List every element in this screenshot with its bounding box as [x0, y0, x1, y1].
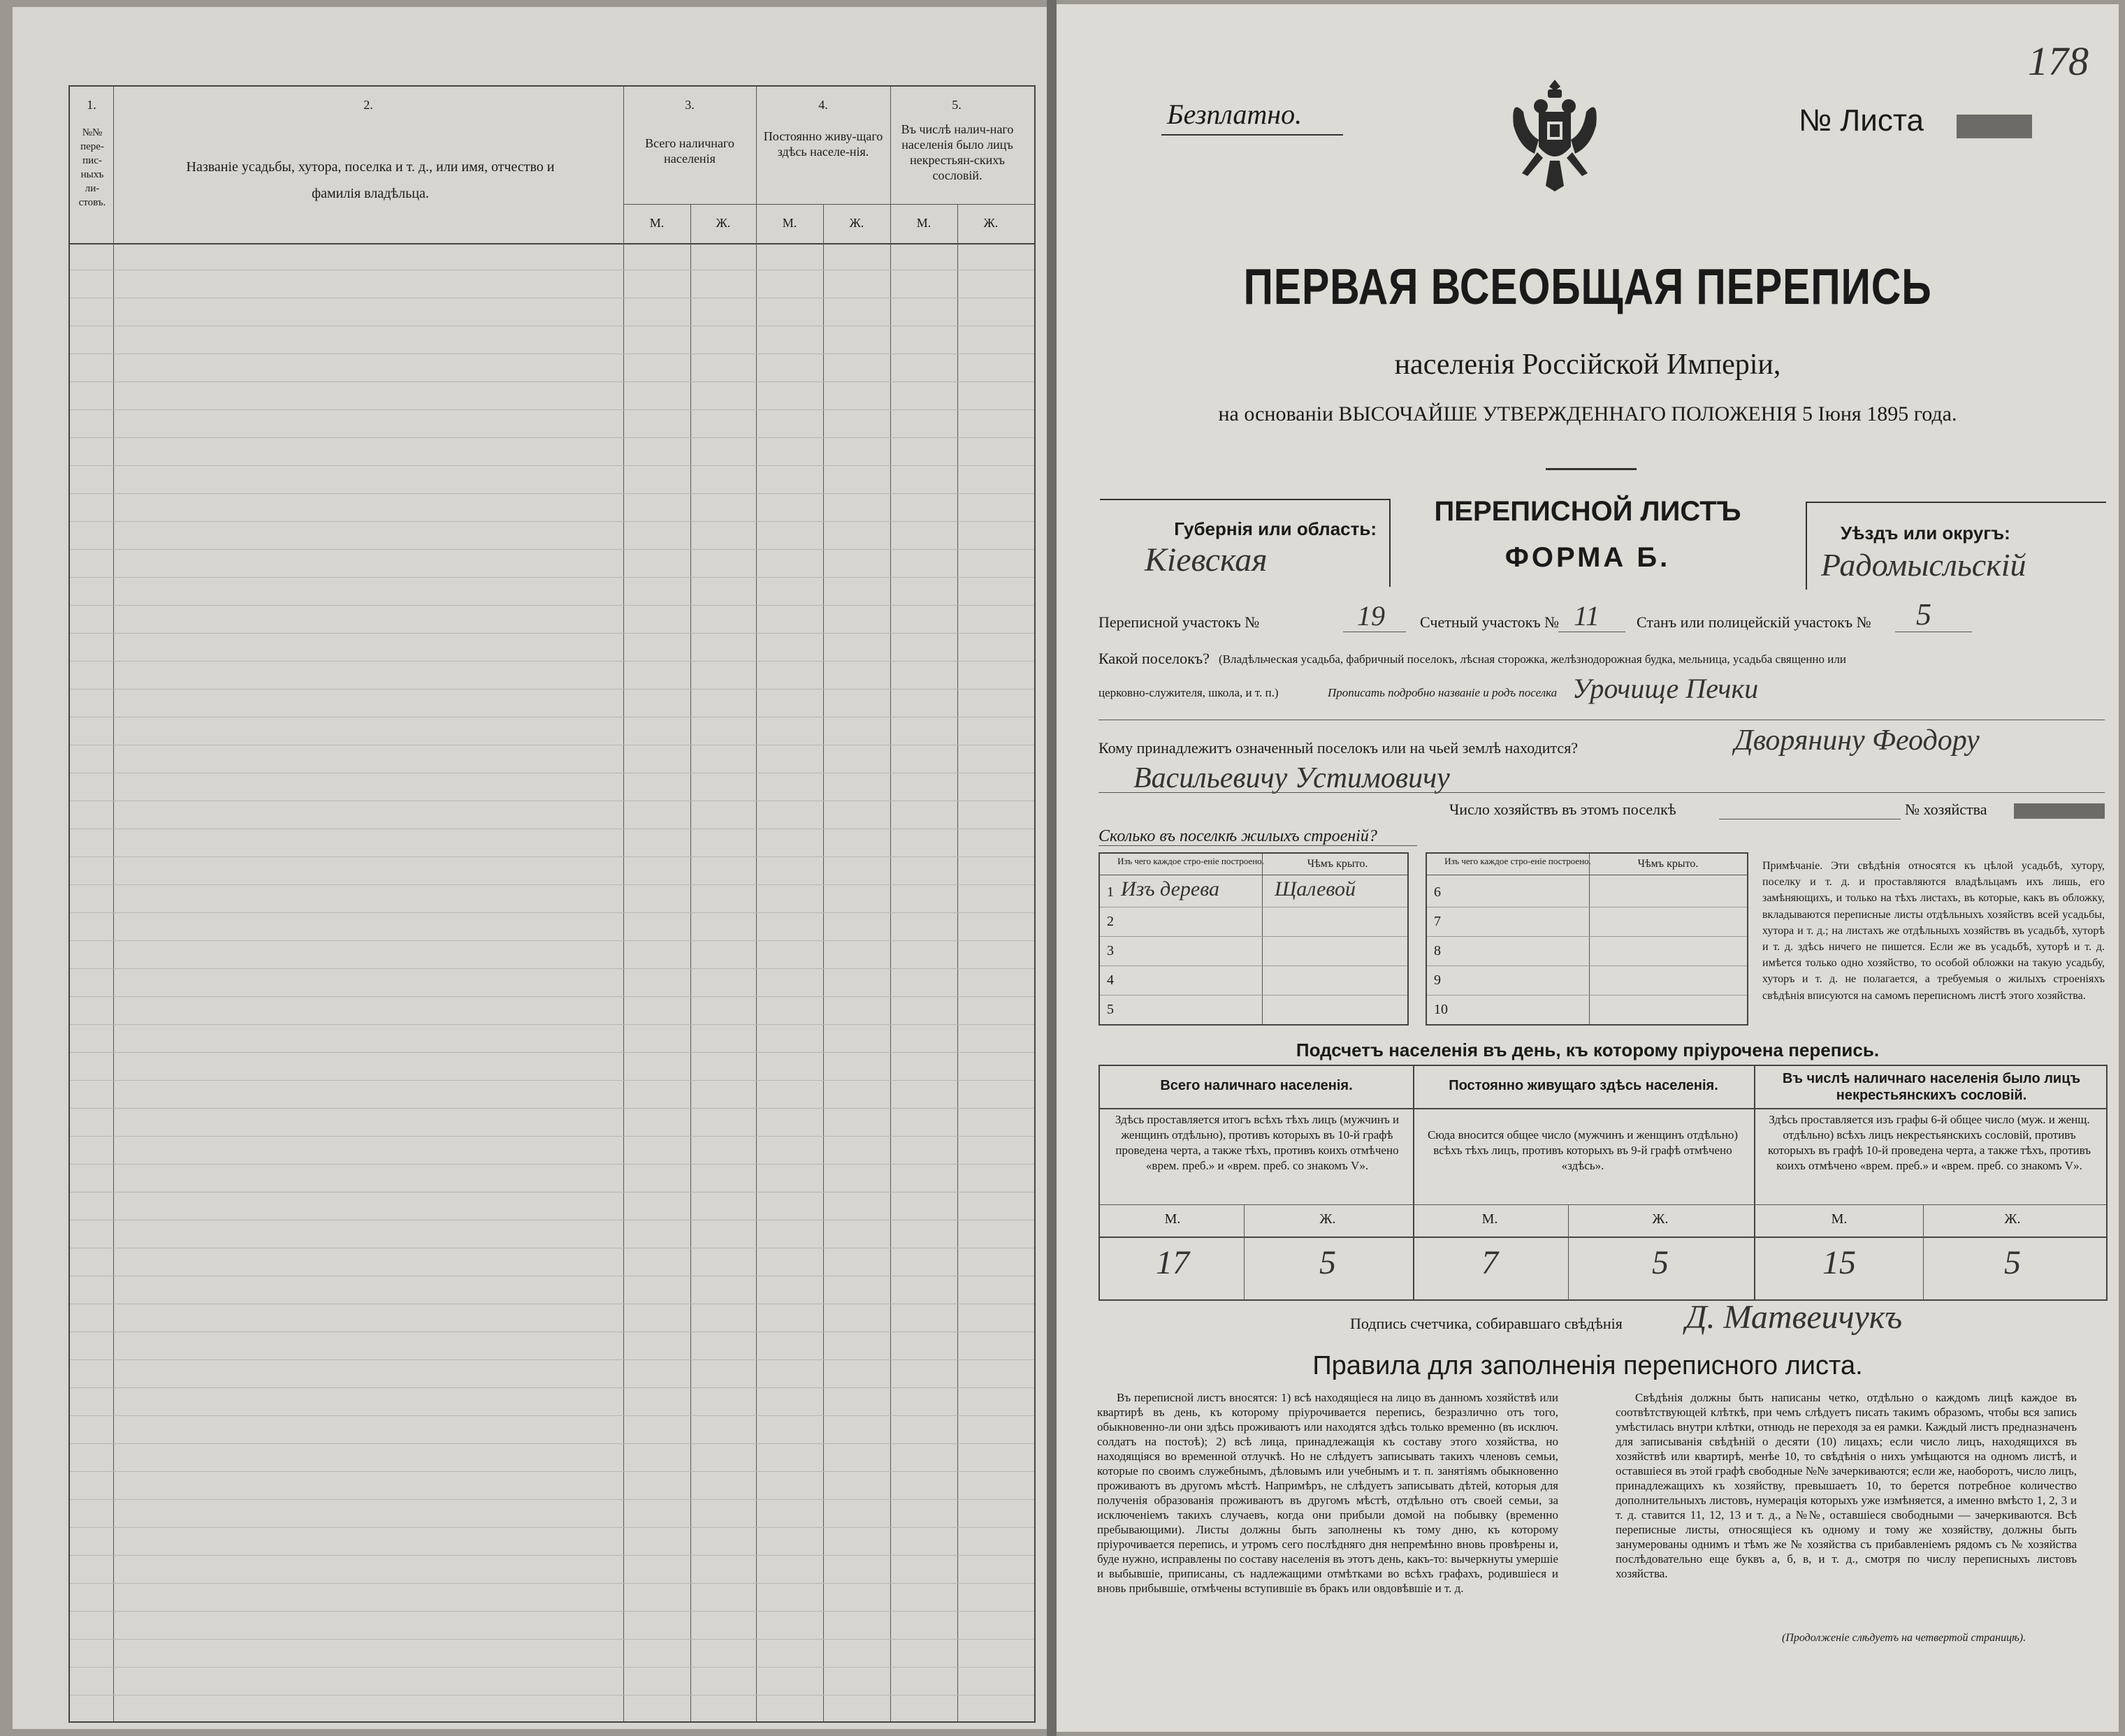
kakoy-label: Какой поселокъ? — [1098, 650, 1210, 667]
population-count-table — [1098, 1065, 2108, 1301]
ledger-ruled-line — [70, 409, 1034, 410]
col-divider — [890, 87, 891, 1721]
ledger-ruled-line — [70, 661, 1034, 662]
building-row — [1100, 936, 1407, 966]
non-peasant-male-value: 15 — [1822, 1244, 1856, 1281]
ledger-ruled-line — [70, 1667, 1034, 1668]
total-female-value: 5 — [1319, 1244, 1336, 1281]
building-row — [1100, 965, 1407, 995]
ledger-ruled-line — [70, 381, 1034, 382]
col-divider — [756, 87, 757, 1721]
building-row — [1427, 936, 1747, 966]
col2-label: Названіе усадьбы, хутора, поселка и т. д., или имя, отчество и фамилія владѣльца. — [186, 159, 555, 201]
stan-value: 5 — [1916, 597, 1931, 632]
buildings-note: Примѣчаніе. Эти свѣдѣнія относятся къ цѣлой усадьбѣ, хутору, поселку и т. д. и проставляются владѣльцамъ ихъ лишь, его замѣняющихъ, и только на тѣхъ листахъ, въ которые, какъ въ обложку, вкладываются переписные листы отдѣльныхъ хозяйствъ всей усадьбы, хутора и т. д.; на листахъ же отдѣльныхъ хозяйствъ въ усадьбѣ, хуторѣ и т. д. здѣсь ничего не пишется. Если же въ усадьбѣ, хуторѣ и т. д. имѣется только одно хозяйство, то особой обложки на такую усадьбу, хуторъ и т. д. не полагается, а требуемыя о жилыхъ строеніяхъ свѣдѣнія вписуются на самомъ переписномъ листѣ этого хозяйства. — [1762, 860, 2105, 1002]
permanent-male-header: М. — [1481, 1211, 1498, 1227]
ledger-ruled-line — [70, 689, 1034, 690]
col-divider — [957, 204, 958, 1721]
ledger-ruled-line — [70, 465, 1034, 466]
book-gutter — [1047, 0, 1057, 1736]
col4-female: Ж. — [849, 216, 864, 230]
right-page — [1057, 4, 2119, 1732]
col5-female: Ж. — [983, 216, 999, 230]
uezd-label: Уѣздъ или округъ: — [1841, 523, 2010, 544]
building-row-number: 7 — [1434, 914, 1441, 929]
ledger-ruled-line — [70, 1639, 1034, 1640]
ledger-ruled-line — [70, 1359, 1034, 1360]
building-row-number: 1 — [1107, 884, 1114, 900]
building-row-number: 4 — [1107, 972, 1114, 988]
col-divider — [1568, 1204, 1569, 1299]
building-row — [1100, 877, 1407, 907]
col2-number: 2. — [363, 98, 373, 112]
free-stamp: Безплатно. — [1167, 99, 1303, 130]
rules-left-column: Въ переписной листъ вносятся: 1) всѣ находящіеся на лицо въ данномъ хозяйствѣ или квартирѣ въ день, къ которому пріурочивается перепись, безразлично отъ того, обыкновенно-ли они здѣсь проживаютъ или находятся здѣсь только временно (въ исключ. солдатъ на постоѣ); 2) всѣ лица, принадлежащія къ составу этого хозяйства, но находящіяся во временной отлучкѣ. Но не слѣдуетъ записывать такихъ членовъ семьи, которые по своимъ служебнымъ, дѣловымъ или учебнымъ и т. п. занятіямъ обыкновенно проживаютъ въ другомъ мѣстѣ. Напримѣръ, не слѣдуетъ записывать дѣтей, которыя для полученія образованія проживаютъ въ другомъ мѣстѣ, отдѣльно отъ своей семьи, за исключеніемъ такихъ случаевъ, когда они прибыли домой на побывку (временно пребывающими). Листы должны быть заполнены къ тому дню, къ которому пріурочивается перепись, и утромъ сего послѣдняго дня непремѣнно вновь провѣрены и, буде нужно, исправлены по составу населенія въ этотъ день, какъ-то: вычеркнуты умершіе и выбывшіе, приписаны, съ надлежащими отмѣтками во всѣхъ графахъ, родившіеся и вновь прибывшіе, отмѣчены вступившіе въ бракъ или овдовѣвшіе и т. д. — [1097, 1391, 1558, 1595]
ledger-ruled-line — [70, 1611, 1034, 1612]
building-row-number: 5 — [1107, 1002, 1114, 1017]
permanent-male-value: 7 — [1481, 1244, 1498, 1281]
permanent-female-value: 5 — [1652, 1244, 1669, 1281]
ledger-ruled-line — [70, 996, 1034, 997]
non-peasant-male-header: М. — [1831, 1211, 1848, 1227]
col3-label: Всего наличнаго населенія — [645, 136, 734, 166]
hoz-number-redaction — [2014, 803, 2105, 819]
hoz-count-label: Число хозяйствъ въ этомъ поселкѣ — [1449, 801, 1676, 818]
ledger-ruled-line — [70, 1387, 1034, 1388]
ledger-ruled-line — [70, 1471, 1034, 1472]
total-population-header: Всего наличнаго населенія. — [1160, 1078, 1353, 1093]
ledger-header — [70, 87, 1034, 245]
building-row — [1427, 995, 1747, 1024]
total-female-header: Ж. — [1319, 1211, 1336, 1227]
building-roof: Щалевой — [1275, 877, 1356, 900]
row-divider — [1100, 1108, 2106, 1109]
col-divider — [623, 87, 624, 1721]
col5-label: Въ числѣ налич-наго населенія было лицъ некрестьян-скихъ сословій. — [901, 122, 1014, 182]
permanent-population-header: Постоянно живущаго здѣсь населенія. — [1449, 1078, 1718, 1093]
permanent-female-header: Ж. — [1652, 1211, 1669, 1227]
field-underline — [1098, 845, 1417, 846]
col5-male: М. — [916, 216, 931, 230]
free-underline — [1161, 134, 1343, 136]
ledger-ruled-line — [70, 912, 1034, 913]
hoz-number-label: № хозяйства — [1905, 801, 1987, 818]
sheet-number-redaction — [1957, 115, 2032, 138]
material-header: Изъ чего каждое стро-еніе построено. — [1444, 856, 1591, 866]
ledger-ruled-line — [70, 1108, 1034, 1109]
kakoy-instruction: Прописать подробно названіе и родъ поселка — [1328, 686, 1558, 699]
non-peasant-desc: Здѣсь проставляется изъ графы 6-й общее число (муж. и женщ. отдѣльно) всѣхъ лицъ некрестьянскихъ сословій, противъ которыхъ въ графѣ 10-й проведена черта, а также тѣхъ, противъ коихъ отмѣчено «врем. преб.» и «врем. преб. со знакомъ V». — [1768, 1113, 2091, 1172]
total-male-header: М. — [1164, 1211, 1181, 1227]
ledger-ruled-line — [70, 1527, 1034, 1528]
col1-number: 1. — [87, 98, 96, 112]
non-peasant-female-value: 5 — [2004, 1244, 2021, 1281]
non-peasant-header: Въ числѣ наличнаго населенія было лицъ некрестьянскихъ сословій. — [1782, 1071, 2081, 1103]
form-title: ПЕРЕПИСНОЙ ЛИСТЪ — [1434, 496, 1741, 527]
uezd-value: Радомысльскій — [1821, 547, 2026, 583]
left-page — [13, 7, 1047, 1729]
ledger-ruled-line — [70, 633, 1034, 634]
ledger-ruled-line — [70, 605, 1034, 606]
total-male-value: 17 — [1156, 1244, 1189, 1281]
schetny-value: 11 — [1574, 600, 1600, 632]
ledger-ruled-line — [70, 437, 1034, 438]
schetny-label: Счетный участокъ № — [1420, 613, 1560, 631]
col-divider — [1413, 1066, 1414, 1299]
col3-male: М. — [649, 216, 665, 230]
ledger-ruled-line — [70, 968, 1034, 969]
ledger-ruled-line — [70, 353, 1034, 354]
ledger-ruled-line — [70, 1080, 1034, 1081]
buildings-header — [1427, 854, 1747, 875]
building-row — [1100, 907, 1407, 937]
non-peasant-female-header: Ж. — [2004, 1211, 2021, 1227]
buildings-header — [1100, 854, 1407, 875]
ledger-ruled-line — [70, 549, 1034, 550]
col4-label: Постоянно живу-щаго здѣсь населе-нія. — [763, 129, 883, 159]
ledger-ruled-line — [70, 1164, 1034, 1165]
building-row-number: 2 — [1107, 914, 1114, 929]
col4-male: М. — [782, 216, 797, 230]
col-divider — [690, 204, 691, 1721]
ledger-ruled-line — [70, 1443, 1034, 1444]
col-divider — [1923, 1204, 1924, 1299]
ledger-ruled-line — [70, 856, 1034, 857]
rules-continued-note: (Продолженіе слѣдуетъ на четвертой страницѣ). — [1782, 1632, 2026, 1644]
kakoy-hint-continued: церковно-служителя, школа, и т. п.) — [1098, 686, 1279, 699]
ledger-ruled-line — [70, 940, 1034, 941]
title-divider — [1546, 468, 1637, 470]
building-material: Изъ дерева — [1121, 877, 1220, 900]
kakoy-value: Урочище Печки — [1572, 673, 1759, 704]
col-divider — [1754, 1066, 1755, 1299]
ledger-ruled-line — [70, 1024, 1034, 1025]
building-row-number: 3 — [1107, 943, 1114, 958]
ledger-ruled-line — [70, 521, 1034, 522]
form-type: ФОРМА Б. — [1504, 542, 1671, 573]
material-header: Изъ чего каждое стро-еніе построено. — [1117, 856, 1264, 866]
komu-value: Дворянину Феодору — [1734, 724, 1980, 757]
kakoy-hint: (Владѣльческая усадьба, фабричный поселокъ, лѣсная сторожка, желѣзнодорожная будка, мельница, усадьба священно или — [1219, 652, 1846, 666]
ledger-ruled-line — [70, 1555, 1034, 1556]
komu-label: Кому принадлежитъ означенный поселокъ или на чьей землѣ находится? — [1098, 739, 1579, 757]
building-row-number: 10 — [1434, 1002, 1448, 1017]
komu-value-continued: Васильевичу Устимовичу — [1133, 762, 1450, 794]
building-row-number: 6 — [1434, 884, 1441, 900]
stroeniy-label: Сколько въ поселкѣ жилыхъ строеній? — [1098, 827, 1377, 845]
stan-label: Станъ или полицейскій участокъ № — [1637, 613, 1871, 631]
household-ledger-table — [68, 85, 1036, 1723]
building-row — [1427, 907, 1747, 937]
row-divider — [1100, 1237, 2106, 1238]
ledger-ruled-line — [70, 1415, 1034, 1416]
ledger-ruled-line — [70, 1583, 1034, 1584]
building-row — [1427, 965, 1747, 995]
rules-title: Правила для заполненія переписного листа. — [1312, 1351, 1863, 1380]
count-title: Подсчетъ населенія въ день, къ которому пріурочена перепись. — [1296, 1040, 1880, 1060]
sheet-number-label: № Листа — [1799, 103, 1924, 138]
col-divider — [823, 204, 824, 1721]
gubernia-box — [1100, 499, 1391, 587]
col-divider — [113, 87, 114, 1721]
archive-folio-number: 178 — [2028, 38, 2089, 84]
ledger-ruled-line — [70, 1052, 1034, 1053]
document-legal-basis: на основаніи ВЫСОЧАЙШЕ УТВЕРЖДЕННАГО ПОЛОЖЕНІЯ 5 Іюня 1895 года. — [1218, 402, 1957, 425]
perepisnoy-value: 19 — [1357, 600, 1385, 632]
ledger-ruled-line — [70, 1499, 1034, 1500]
building-row-number: 9 — [1434, 972, 1441, 988]
rules-right-column: Свѣдѣнія должны быть написаны четко, отдѣльно о каждомъ лицѣ каждое въ соотвѣтствующей клѣткѣ, при чемъ слѣдуетъ писать такимъ образомъ, чтобы вся запись умѣстилась внутри клѣтки, отнюдь не переходя за ея рамки. Каждый листъ предназначенъ для записыванія свѣдѣній о десяти (10) лицахъ; если число лицъ, находящихся въ хозяйствѣ или квартирѣ, менѣе 10, то свѣдѣнія о нихъ умѣщаются на одномъ листѣ, и оставшіеся въ этой графѣ свободные №№ зачеркиваются; если же, наоборотъ, число лицъ, принадлежащихъ къ хозяйству, превышаетъ 10, то берется потребное количество дополнительныхъ листовъ, нумерація которыхъ уже измѣняется, а именно вмѣсто 1, 2, 3 и т. д. ставится 11, 12, 13 и т. д., а №№, оставшіеся свободными — зачеркиваются. Всѣ переписные листы, относящіеся къ одному и тому же хозяйству, должны быть занумерованы однимъ и тѣмъ же № хозяйства съ прибавленіемъ рядомъ съ № хозяйства послѣдовательно еще буквъ а, б, в, и т. д., смотря по числу переписныхъ листовъ хозяйства. — [1616, 1391, 2077, 1580]
field-underline — [1098, 792, 2105, 793]
building-row-number: 8 — [1434, 943, 1441, 958]
col-divider — [1244, 1204, 1245, 1299]
signature-value: Д. Матвеичукъ — [1685, 1299, 1903, 1336]
ledger-ruled-line — [70, 884, 1034, 885]
signature-label: Подпись счетчика, собиравшаго свѣдѣнія — [1350, 1315, 1623, 1332]
document-title: ПЕРВАЯ ВСЕОБЩАЯ ПЕРЕПИСЬ — [1243, 259, 1932, 315]
ledger-ruled-line — [70, 1136, 1034, 1137]
gubernia-label: Губернія или область: — [1174, 518, 1377, 539]
permanent-population-desc: Сюда вносится общее число (мужчинъ и женщинъ отдѣльно) всѣхъ тѣхъ лицъ, противъ которыхъ въ 9-й графѣ отмѣчено «здѣсь». — [1427, 1128, 1739, 1172]
buildings-table-left — [1098, 852, 1409, 1026]
roof-header: Чѣмъ крыто. — [1307, 858, 1368, 870]
building-row — [1427, 877, 1747, 907]
building-row — [1100, 995, 1407, 1024]
imperial-eagle-emblem — [1509, 77, 1600, 196]
total-population-desc: Здѣсь проставляется итогъ всѣхъ тѣхъ лицъ (мужчинъ и женщинъ отдѣльно), противъ которыхъ въ 10-й графѣ проведена черта, а также тѣхъ, противъ коихъ отмѣчено «врем. преб.» и «врем. преб. со знакомъ V». — [1115, 1113, 1400, 1172]
col1-label: №№ пере-пис-ныхъ ли-стовъ. — [78, 127, 106, 208]
perepisnoy-label: Переписной участокъ № — [1098, 613, 1260, 631]
roof-header: Чѣмъ крыто. — [1637, 858, 1699, 870]
row-divider — [1100, 1204, 2106, 1205]
gubernia-value: Кіевская — [1145, 541, 1268, 578]
col5-number: 5. — [952, 98, 962, 112]
col4-number: 4. — [818, 98, 828, 112]
document-subtitle: населенія Россійской Имперіи, — [1394, 349, 1781, 381]
uezd-box — [1806, 502, 2106, 590]
ledger-ruled-line — [70, 493, 1034, 494]
buildings-table-right — [1426, 852, 1748, 1026]
col3-female: Ж. — [716, 216, 731, 230]
ledger-ruled-line — [70, 577, 1034, 578]
col3-number: 3. — [685, 98, 695, 112]
